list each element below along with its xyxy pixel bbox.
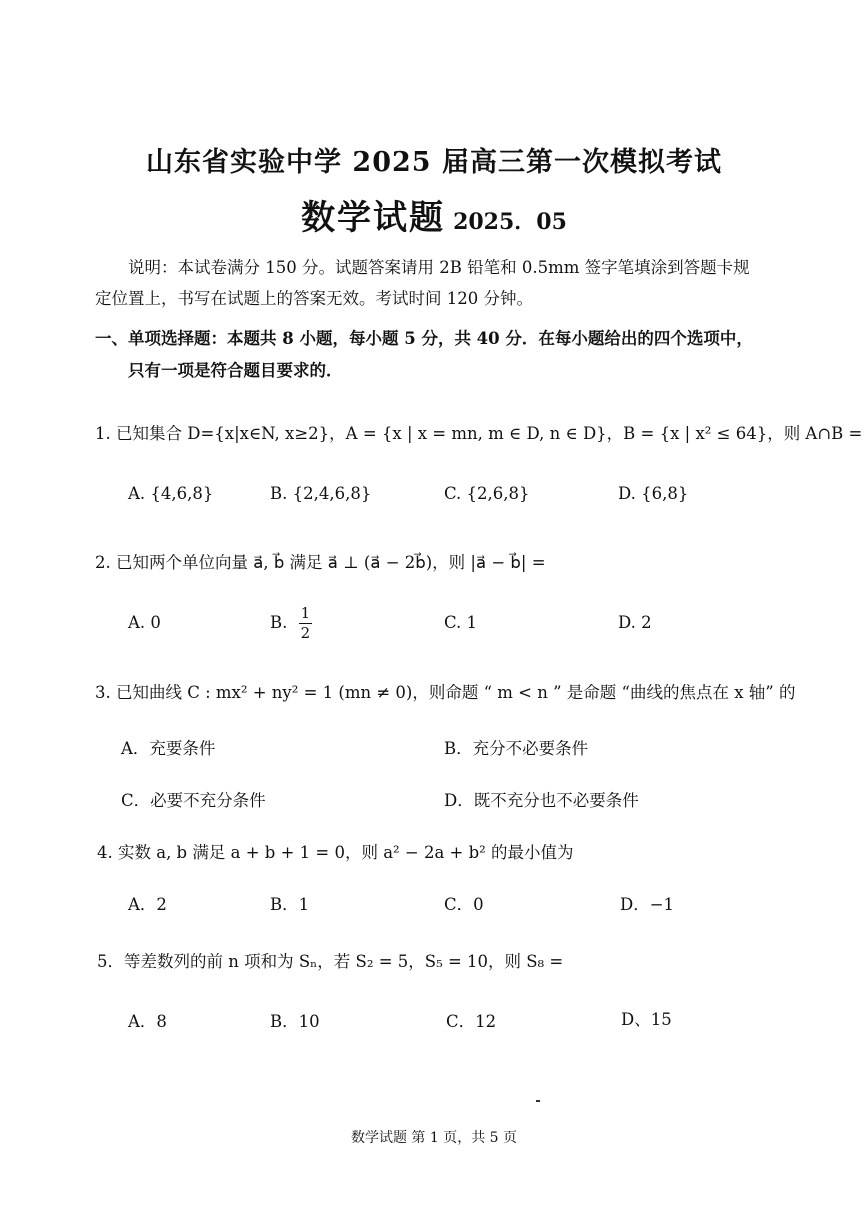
question-3-option-a: A．充要条件 bbox=[121, 739, 216, 758]
exam-subtitle-row bbox=[0, 190, 868, 239]
instructions-line-2: 定位置上，书写在试题上的答案无效。考试时间 120 分钟。 bbox=[95, 289, 533, 308]
section-heading-line-1: 一、单项选择题：本题共 8 小题，每小题 5 分，共 40 分．在每小题给出的四个选项中， bbox=[95, 329, 753, 348]
question-2-option-b-fraction bbox=[299, 606, 313, 641]
fraction-numerator: 1 bbox=[300, 604, 311, 622]
question-3-option-c: C．必要不充分条件 bbox=[121, 791, 266, 810]
question-2-option-b-label: B. bbox=[270, 613, 288, 632]
question-4-option-c: C．0 bbox=[444, 895, 484, 914]
instructions-line-1: 说明：本试卷满分 150 分。试题答案请用 2B 铅笔和 0.5mm 签字笔填涂到答题卡规 bbox=[128, 258, 750, 277]
question-4-option-a: A．2 bbox=[128, 895, 167, 914]
exam-subtitle: 数学试题 bbox=[301, 198, 446, 238]
question-1-option-b: B. {2,4,6,8} bbox=[270, 484, 372, 503]
fraction-denominator: 2 bbox=[300, 624, 311, 642]
question-2-option-c: C. 1 bbox=[444, 613, 478, 632]
question-2-option-b bbox=[270, 606, 312, 641]
question-1-option-a: A. {4,6,8} bbox=[128, 484, 214, 503]
question-3-option-d: D．既不充分也不必要条件 bbox=[444, 791, 639, 810]
question-2-option-a: A. 0 bbox=[128, 613, 161, 632]
question-4-option-b: B．1 bbox=[270, 895, 310, 914]
question-5-stem: 5．等差数列的前 n 项和为 Sₙ，若 S₂ = 5，S₅ = 10，则 S₈ = bbox=[97, 952, 564, 971]
scan-speck bbox=[536, 1100, 540, 1102]
question-1-option-c: C. {2,6,8} bbox=[444, 484, 530, 503]
question-2-stem: 2. 已知两个单位向量 a⃗, b⃗ 满足 a⃗ ⊥ (a⃗ − 2b⃗)，则 |a⃗ − b⃗| = bbox=[95, 553, 546, 572]
page-footer: 数学试题 第 1 页，共 5 页 bbox=[350, 1130, 518, 1146]
section-heading-line-2: 只有一项是符合题目要求的． bbox=[128, 361, 343, 380]
question-2-option-d: D. 2 bbox=[618, 613, 652, 632]
question-5-option-b: B．10 bbox=[270, 1012, 320, 1031]
question-4-option-d: D．−1 bbox=[620, 895, 675, 914]
question-5-option-d: D、15 bbox=[621, 1010, 672, 1029]
question-5-option-a: A．8 bbox=[128, 1012, 167, 1031]
question-1-option-d: D. {6,8} bbox=[618, 484, 689, 503]
question-3-option-b: B．充分不必要条件 bbox=[444, 739, 589, 758]
question-4-stem: 4. 实数 a, b 满足 a + b + 1 = 0，则 a² − 2a + b² 的最小值为 bbox=[97, 843, 574, 862]
exam-title: 山东省实验中学 2025 届高三第一次模拟考试 bbox=[146, 147, 722, 178]
exam-date: 2025．05 bbox=[453, 209, 567, 235]
question-1-stem: 1. 已知集合 D={x|x∈N, x≥2}，A = {x | x = mn, m ∈ D, n ∈ D}，B = {x | x² ≤ 64}，则 A∩B = bbox=[95, 424, 863, 443]
question-3-stem: 3. 已知曲线 C : mx² + ny² = 1 (mn ≠ 0)，则命题 “ m < n ” 是命题 “曲线的焦点在 x 轴” 的 bbox=[95, 683, 796, 702]
question-5-option-c: C．12 bbox=[446, 1012, 497, 1031]
